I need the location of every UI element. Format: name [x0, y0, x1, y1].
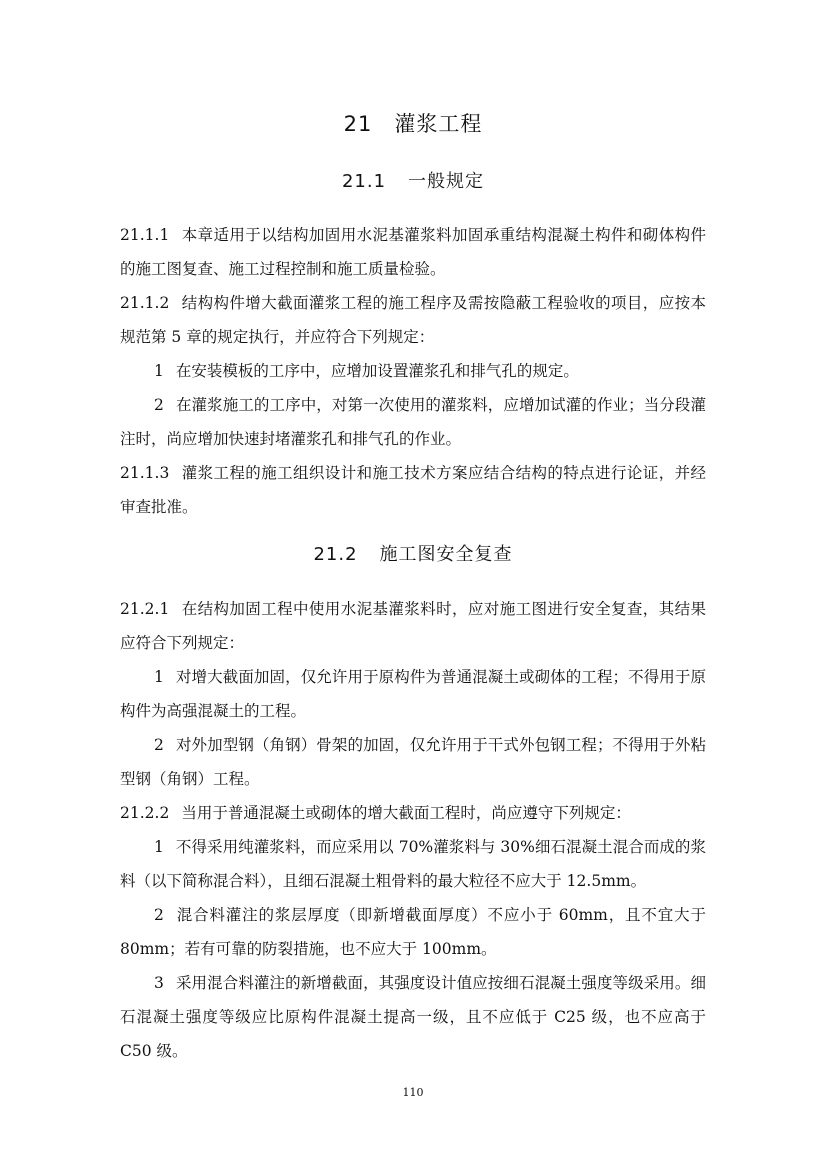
list-item: [120, 728, 706, 796]
list-item: [120, 830, 706, 898]
page-number: 110: [402, 1086, 424, 1099]
clause-number: 21.1.1: [120, 226, 170, 244]
item-text: 在灌浆施工的工序中，对第一次使用的灌浆料，应增加试灌的作业；当分段灌注时，尚应增加快速封堵灌浆孔和排气孔的作业。: [120, 396, 706, 448]
item-number: 3: [154, 974, 164, 992]
item-number: 2: [154, 736, 164, 754]
item-text: 不得采用纯灌浆料，而应采用以 70%灌浆料与 30%细石混凝土混合而成的浆料（以下简称混合料），且细石混凝土粗骨料的最大粒径不应大于 12.5mm。: [120, 838, 706, 890]
item-number: 1: [154, 668, 164, 686]
clause-number: 21.2.1: [120, 600, 170, 618]
item-text: 采用混合料灌注的新增截面，其强度设计值应按细石混凝土强度等级采用。细石混凝土强度等级应比原构件混凝土提高一级，且不应低于 C25 级，也不应高于 C50 级。: [120, 974, 706, 1060]
clause-text: 灌浆工程的施工组织设计和施工技术方案应结合结构的特点进行论证，并经审查批准。: [120, 464, 706, 516]
clause-number: 21.2.2: [120, 804, 170, 822]
chapter-title: [0, 108, 826, 138]
clause-text: 在结构加固工程中使用水泥基灌浆料时，应对施工图进行安全复查，其结果应符合下列规定：: [120, 600, 706, 652]
clause-paragraph: [120, 796, 706, 830]
list-item: [120, 966, 706, 1068]
section-title: [0, 540, 826, 566]
list-item: [120, 388, 706, 456]
item-text: 混合料灌注的浆层厚度（即新增截面厚度）不应小于 60mm，且不宜大于 80mm；若有可靠的防裂措施，也不应大于 100mm。: [120, 906, 706, 958]
section-number: 21.1: [341, 171, 387, 192]
item-number: 2: [154, 396, 164, 414]
clause-text: 本章适用于以结构加固用水泥基灌浆料加固承重结构混凝土构件和砌体构件的施工图复查、施工过程控制和施工质量检验。: [120, 226, 706, 278]
section-body: [120, 592, 706, 1068]
clause-paragraph: [120, 592, 706, 660]
clause-paragraph: [120, 456, 706, 524]
item-text: 对外加型钢（角钢）骨架的加固，仅允许用于干式外包钢工程；不得用于外粘型钢（角钢）工程。: [120, 736, 706, 788]
section-number: 21.2: [313, 544, 358, 565]
clause-paragraph: [120, 286, 706, 354]
list-item: [120, 354, 706, 388]
section-title-text: 一般规定: [408, 171, 485, 192]
list-item: [120, 898, 706, 966]
item-number: 2: [154, 906, 164, 924]
clause-text: 当用于普通混凝土或砌体的增大截面工程时，尚应遵守下列规定：: [181, 804, 631, 822]
list-item: [120, 660, 706, 728]
clause-number: 21.1.3: [120, 464, 170, 482]
section-title: [0, 167, 826, 193]
item-number: 1: [154, 362, 164, 380]
section-body: [120, 218, 706, 524]
item-number: 1: [154, 838, 164, 856]
section-title-text: 施工图安全复查: [379, 544, 513, 565]
item-text: 对增大截面加固，仅允许用于原构件为普通混凝土或砌体的工程；不得用于原构件为高强混凝土的工程。: [120, 668, 706, 720]
item-text: 在安装模板的工序中，应增加设置灌浆孔和排气孔的规定。: [175, 362, 579, 380]
clause-number: 21.1.2: [120, 294, 170, 312]
chapter-title-text: 灌浆工程: [394, 112, 483, 136]
chapter-number: 21: [343, 112, 373, 136]
clause-paragraph: [120, 218, 706, 286]
clause-text: 结构构件增大截面灌浆工程的施工程序及需按隐蔽工程验收的项目，应按本规范第 5 章的规定执行，并应符合下列规定：: [120, 294, 706, 346]
